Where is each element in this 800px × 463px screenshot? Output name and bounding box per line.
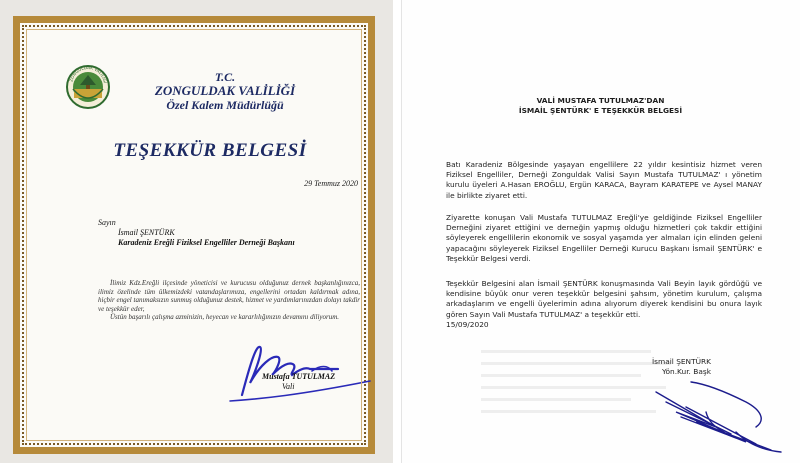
governorship-logo: [65, 63, 111, 113]
letter-paragraph-3-text: Teşekkür Belgesini alan İsmail ŞENTÜRK konuşmasında Vali Beyin layık gördüğü ve kendisine büyük onur veren teşekkür belgesini şahsım, yönetim kurulum, çalışma arkadaşlarım ve engelli üyelerimin adına alıyorum diyerek kendisini bu onura layık gören Sayın Vali Mustafa TUTULMAZ' a teşekkür etti.: [446, 279, 762, 319]
logo-text: ZONGULDAK VALİLİĞİ: [68, 64, 108, 84]
letter-signer-name: İsmail ŞENTÜRK: [651, 357, 711, 366]
letter-signer-title: Yön.Kur. Başk: [661, 367, 711, 376]
letter-paragraph-3: [446, 279, 762, 330]
signer-title: Vali: [282, 382, 295, 391]
recipient-role: Karadeniz Ereğli Fiziksel Engelliler Derneği Başkanı: [118, 238, 295, 247]
issuer-block: [125, 71, 325, 112]
letter-page: [401, 0, 800, 463]
recipient-name: İsmail ŞENTÜRK: [118, 228, 175, 237]
letter-paragraph-2: Ziyarette konuşan Vali Mustafa TUTULMAZ Ereğli'ye geldiğinde Fiziksel Engelliler Derneğini ziyaret ettiğini ve derneğin yapmış olduğu hizmetleri çok takdir ettiğini söyleyerek engellilerin ekonomik ve sosyal yaşamda yer almaları için elinden geleni yapacağını söyleyerek Fiziksel Engelliler Derneği Kurucu Başkanı İsmail ŞENTÜRK' e Teşekkür Belgesi verdi.: [446, 213, 762, 263]
svg-text:ZONGULDAK VALİLİĞİ: [68, 65, 108, 84]
certificate-date: 29 Temmuz 2020: [304, 179, 358, 188]
certificate-frame: [13, 16, 375, 454]
letter-heading: [401, 96, 800, 116]
president-signature: [596, 372, 796, 457]
salutation: Sayın: [98, 218, 116, 227]
signer-name: Mustafa TUTULMAZ: [262, 372, 336, 381]
letter-heading-line-1: VALİ MUSTAFA TUTULMAZ'DAN: [536, 96, 665, 105]
letter-heading-line-2: İSMAİL ŞENTÜRK' E TEŞEKKÜR BELGESİ: [518, 106, 683, 115]
certificate-title: TEŞEKKÜR BELGESİ: [113, 140, 307, 161]
certificate-body-paragraph-1: İlimiz Kdz.Ereğli ilçesinde yöneticisi ve kurucusu olduğunuz dernek başkanlığınızca, ilimiz özelinde tüm ülkemizdeki vatandaşlarımıza, engellerini ortadan kaldırmak adına, hiçbir engel tanımaksızın sunmuş olduğunuz destek, hizmet ve yardımlarınızdan dolayı takdir ve teşekkür eder,: [98, 279, 360, 313]
letter-paragraph-1: Batı Karadeniz Bölgesinde yaşayan engellilere 22 yıldır kesintisiz hizmet veren Fiziksel Engelliler, Derneği Zonguldak Valisi Sayın Mustafa TUTULMAZ' ı yönetim kurulu üyeleri A.Hasan EROĞLU, Ergün KARACA, Bayram KARATEPE ve Aysel MANAY ile birlikte ziyaret etti.: [446, 160, 762, 200]
certificate-body: [98, 279, 360, 322]
certificate-body-paragraph-2: Üstün başarılı çalışma azminizin, heyecan ve kararlılığınızın devamını diliyorum.: [110, 313, 340, 321]
governor-signature: [220, 335, 380, 405]
org-line-governorship: ZONGULDAK VALİLİĞİ: [154, 83, 296, 98]
org-line-tc: T.C.: [214, 70, 236, 84]
letter-date: 15/09/2020: [446, 319, 489, 329]
org-line-office: Özel Kalem Müdürlüğü: [166, 98, 284, 112]
certificate-page: [0, 0, 393, 463]
